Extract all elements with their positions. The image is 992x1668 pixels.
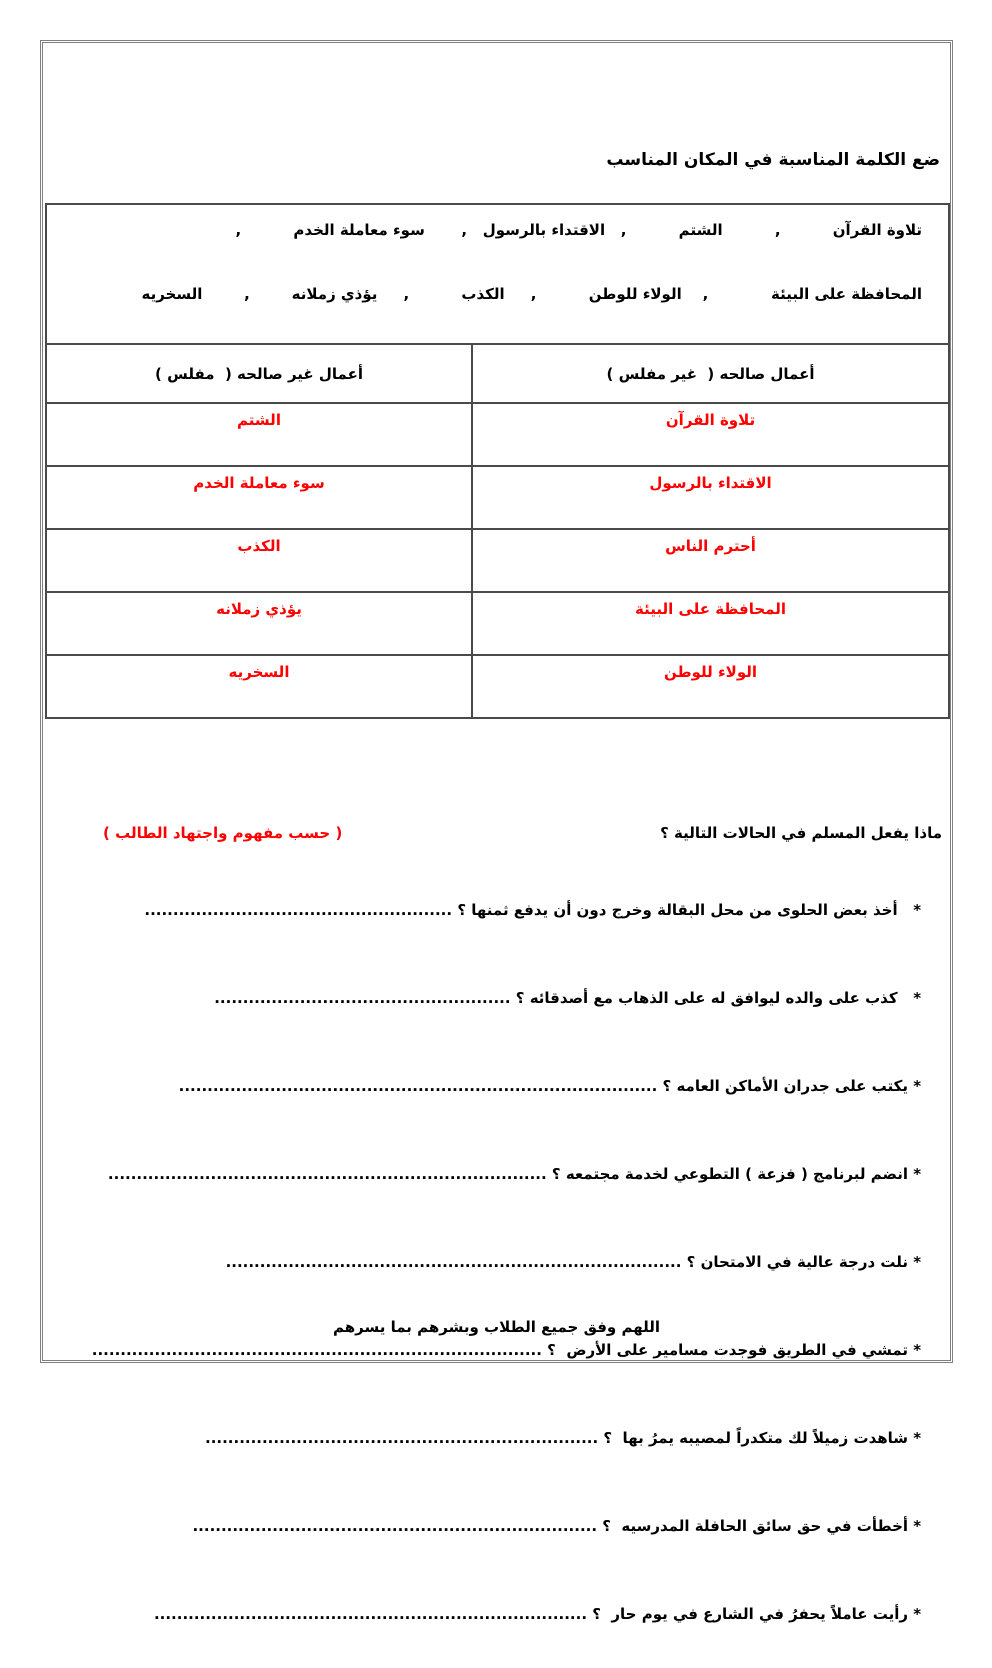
table-row	[46, 592, 949, 655]
answer-blank: ......................................................	[144, 901, 453, 919]
bullet-asterisk: *	[913, 1077, 922, 1095]
bullet-asterisk: *	[913, 901, 922, 919]
answer-blank: ............................................................................	[153, 1605, 588, 1623]
bad-deed-cell: سوء معاملة الخدم	[46, 466, 472, 529]
answer-blank: ....................................................	[214, 989, 511, 1007]
page-title: ضع الكلمة المناسبة في المكان المناسب	[606, 150, 940, 170]
question-item	[45, 1492, 948, 1561]
question-item	[45, 1228, 948, 1297]
good-deed-cell: الولاء للوطن	[472, 655, 949, 718]
table-row	[46, 529, 949, 592]
word-bank-and-classification-table	[45, 203, 950, 719]
question-item	[45, 1140, 948, 1209]
question-text: أخذ بعض الحلوى من محل البقالة وخرج دون أن يدفع ثمنها ؟	[452, 901, 914, 919]
bullet-asterisk: *	[913, 1429, 922, 1447]
word-bank-cell	[46, 204, 949, 344]
word-bank-line-2: المحافظة على البيئة , الولاء للوطن , الكذب , يؤذي زملانه , السخريه	[141, 285, 923, 303]
question-item	[45, 1580, 948, 1649]
table-row	[46, 466, 949, 529]
answer-blank: .......................................................................	[192, 1517, 598, 1535]
question-text: تمشي في الطريق فوجدت مسامير على الأرض ؟	[541, 1341, 914, 1359]
answer-blank: .....................................................................	[205, 1429, 599, 1447]
word-bank-row	[46, 204, 949, 344]
question-text: انضم لبرنامج ( فزعة ) التطوعي لخدمة مجتمعه ؟	[546, 1165, 914, 1183]
bad-deed-cell: الشتم	[46, 403, 472, 466]
question-text: كذب على والده ليوافق له على الذهاب مع أصدقائه ؟	[510, 989, 914, 1007]
questions-section	[45, 824, 948, 1668]
answer-blank: ................................................................................	[225, 1253, 682, 1271]
good-deed-cell: أحترم الناس	[472, 529, 949, 592]
question-item	[45, 876, 948, 945]
answer-blank: ...............................................................................	[91, 1341, 542, 1359]
table-header-row	[46, 344, 949, 403]
questions-header	[45, 824, 948, 842]
bad-deed-cell: يؤذي زملانه	[46, 592, 472, 655]
question-item	[45, 1052, 948, 1121]
bullet-asterisk: *	[913, 1517, 922, 1535]
bullet-asterisk: *	[913, 1341, 922, 1359]
bullet-asterisk: *	[913, 1165, 922, 1183]
answer-blank: .............................................................................	[107, 1165, 547, 1183]
bullet-asterisk: *	[913, 989, 922, 1007]
word-bank-line-1: تلاوة القرآن , الشتم , الاقتداء بالرسول , سوء معاملة الخدم ,	[235, 221, 923, 239]
questions-note: ( حسب مفهوم واجتهاد الطالب )	[103, 824, 343, 842]
header-bad-deeds: أعمال غير صالحه ( مفلس )	[46, 344, 472, 403]
good-deed-cell: المحافظة على البيئة	[472, 592, 949, 655]
table-row	[46, 655, 949, 718]
table-row	[46, 403, 949, 466]
questions-title: ماذا يفعل المسلم في الحالات التالية ؟	[660, 824, 942, 842]
bullet-asterisk: *	[913, 1605, 922, 1623]
question-text: رأيت عاملاً يحفرُ في الشارع في يوم حار ؟	[587, 1605, 914, 1623]
question-text: نلت درجة عالية في الامتحان ؟	[681, 1253, 914, 1271]
good-deed-cell: الاقتداء بالرسول	[472, 466, 949, 529]
answer-blank: ....................................................................................	[178, 1077, 658, 1095]
bad-deed-cell: السخريه	[46, 655, 472, 718]
good-deed-cell: تلاوة القرآن	[472, 403, 949, 466]
bad-deed-cell: الكذب	[46, 529, 472, 592]
header-good-deeds: أعمال صالحه ( غير مفلس )	[472, 344, 949, 403]
question-text: يكتب على جدران الأماكن العامه ؟	[657, 1077, 914, 1095]
question-text: شاهدت زميلاً لك متكدراً لمصيبه يمرُ بها ؟	[598, 1429, 914, 1447]
footer-blessing: اللهم وفق جميع الطلاب وبشرهم بما يسرهم	[332, 1318, 661, 1336]
bullet-asterisk: *	[913, 1253, 922, 1271]
question-item	[45, 964, 948, 1033]
question-text: أخطأت في حق سائق الحافلة المدرسيه ؟	[597, 1517, 914, 1535]
question-item	[45, 1404, 948, 1473]
